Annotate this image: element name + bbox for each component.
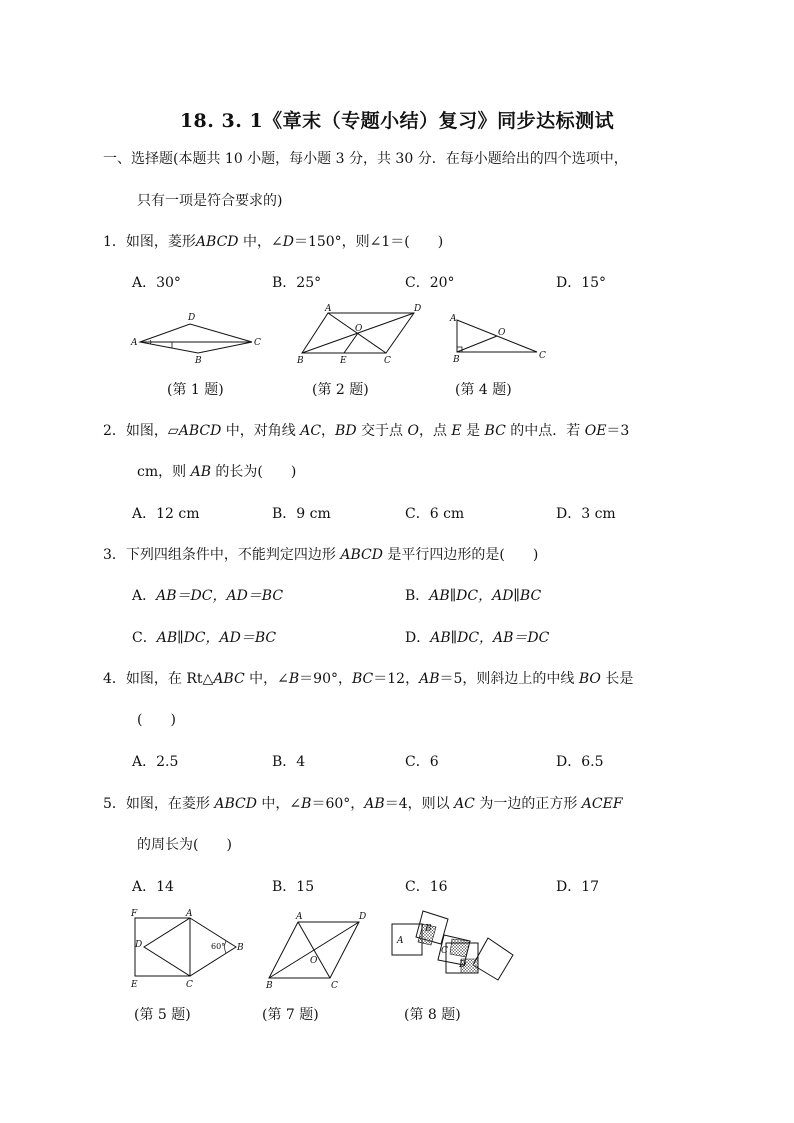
q3-text-2: 是平行四边形的是( ) (382, 547, 539, 563)
q2-text-6: 是 (461, 423, 485, 439)
q2-l2-text-1: cm，则 (137, 464, 191, 480)
question-1 (103, 233, 443, 251)
q5-number: 5． (103, 796, 126, 812)
q2-l2-var: AB (190, 464, 211, 480)
fig5-label-a: A (186, 909, 193, 919)
page-title: 18. 3. 1《章末（专题小结）复习》同步达标测试 (179, 110, 615, 132)
fig7-label-a: A (296, 912, 303, 922)
fig8-label-a: A (397, 936, 404, 946)
q5-text-3: ＝60°， (311, 796, 365, 812)
fig1-label-c: C (254, 338, 261, 348)
fig7-label-o: O (310, 956, 318, 966)
fig5-label-c: C (186, 980, 193, 990)
q3-option-c (132, 629, 276, 647)
q2-var-5: E (451, 423, 462, 439)
q3-option-c-text: AB∥DC，AD＝BC (156, 630, 277, 646)
fig5-label-e: E (131, 980, 138, 990)
q1-var-1: ABCD (195, 234, 239, 250)
q5-option-d: D．17 (556, 879, 600, 895)
fig8-label-b: B (425, 924, 432, 934)
q3-text-1: 下列四组条件中，不能判定四边形 (125, 547, 341, 563)
q3-var-1: ABCD (340, 547, 383, 563)
q4-text-3: ＝90°， (299, 671, 352, 687)
q5-text-5: 为一边的正方形 (474, 796, 582, 812)
q2-text-4: 交于点 (356, 423, 408, 439)
figure-caption-q5: (第 5 题) (134, 1007, 191, 1023)
q2-var-4: O (407, 423, 419, 439)
q4-var-2: B (288, 671, 300, 687)
q5-var-5: ACEF (581, 796, 623, 812)
q5-var-3: AB (364, 796, 385, 812)
q1-option-a: A．30° (132, 275, 181, 291)
q1-number: 1． (103, 234, 126, 250)
q2-option-d: D．3 cm (556, 506, 616, 522)
q4-var-5: BO (578, 671, 601, 687)
question-3 (103, 546, 538, 564)
q2-text-5: ，点 (418, 423, 452, 439)
q4-text-2: 中，∠ (244, 671, 289, 687)
figure-caption-q4: (第 4 题) (455, 382, 512, 398)
q4-option-d: D．6.5 (556, 754, 604, 770)
q3-option-c-letter: C． (132, 630, 157, 646)
fig2-label-b: B (297, 356, 304, 366)
section-heading-line1: 一、选择题(本题共 10 小题，每小题 3 分，共 30 分．在每小题给出的四个选项中， (103, 151, 628, 167)
question-5-line2: 的周长为( ) (137, 837, 232, 853)
q2-var-7: OE (584, 423, 607, 439)
fig5-label-d: D (135, 940, 143, 950)
fig8-label-c: C (441, 946, 448, 956)
fig5-label-b: B (237, 943, 244, 953)
fig2-label-d: D (414, 304, 422, 314)
figure-caption-q2: (第 2 题) (312, 382, 369, 398)
q4-text-1: 如图，在 Rt△ (125, 671, 214, 687)
fig1-label-a: A (131, 338, 138, 348)
q4-var-1: ABC (213, 671, 245, 687)
q1-var-2: D (282, 234, 294, 250)
fig1-label-b: B (195, 356, 202, 366)
q2-var-3: BD (335, 423, 357, 439)
q3-option-b (405, 587, 541, 605)
fig4-label-c: C (539, 351, 546, 361)
fig8-label-d: D (459, 960, 467, 970)
fig7-label-b: B (266, 981, 273, 991)
fig4-label-b: B (453, 355, 460, 365)
figure-q1-rhombus (128, 310, 263, 368)
q3-option-d (405, 629, 549, 647)
q4-option-b: B．4 (272, 754, 306, 770)
figure-q7-parallelogram (262, 910, 372, 992)
q4-option-a: A．2.5 (132, 754, 179, 770)
q3-option-a (132, 587, 283, 605)
q2-number: 2． (103, 423, 126, 439)
fig7-label-d: D (359, 912, 367, 922)
question-4 (103, 670, 633, 688)
figure-q2-parallelogram (294, 302, 424, 368)
q5-var-2: B (301, 796, 312, 812)
q3-option-b-text: AB∥DC，AD∥BC (429, 588, 542, 604)
q5-text-1: 如图，在菱形 (125, 796, 215, 812)
q2-option-b: B．9 cm (272, 506, 331, 522)
question-2-line2 (137, 463, 296, 481)
fig2-label-c: C (384, 356, 391, 366)
question-4-line2: ( ) (137, 712, 176, 728)
q5-text-4: ＝4，则以 (384, 796, 455, 812)
q5-text-2: 中，∠ (256, 796, 302, 812)
q4-text-5: ＝5，则斜边上的中线 (439, 671, 579, 687)
q1-option-d: D．15° (556, 275, 607, 291)
q2-var-2: AC (300, 423, 322, 439)
fig4-label-a: A (450, 314, 457, 324)
q2-text-7: 的中点．若 (505, 423, 585, 439)
fig2-label-e: E (340, 356, 347, 366)
q2-text-2: 中，对角线 (221, 423, 301, 439)
q2-text-3: ， (321, 423, 336, 439)
question-5 (103, 795, 623, 813)
q3-option-d-letter: D． (405, 630, 431, 646)
fig2-label-o: O (355, 324, 363, 334)
fig5-angle-label: 60° (211, 942, 226, 951)
q2-l2-text-2: 的长为( ) (210, 464, 297, 480)
q5-option-a: A．14 (132, 879, 174, 895)
q4-number: 4． (103, 671, 126, 687)
q3-option-a-letter: A． (132, 588, 157, 604)
fig5-label-f: F (131, 909, 138, 919)
q4-text-6: 长是 (600, 671, 634, 687)
q2-text-1: 如图，▱ (125, 423, 179, 439)
q4-text-4: ＝12， (373, 671, 420, 687)
figure-caption-q1: (第 1 题) (167, 382, 224, 398)
q5-option-c: C．16 (405, 879, 448, 895)
q4-var-4: AB (419, 671, 440, 687)
section-heading-line2: 只有一项是符合要求的) (137, 193, 283, 209)
q5-option-b: B．15 (272, 879, 315, 895)
q2-var-1: ABCD (178, 423, 222, 439)
q3-number: 3． (103, 547, 126, 563)
fig1-label-d: D (188, 313, 196, 323)
fig7-label-c: C (331, 981, 338, 991)
q2-text-8: ＝3 (606, 423, 630, 439)
q3-option-d-text: AB∥DC，AB＝DC (430, 630, 550, 646)
figure-caption-q7: (第 7 题) (262, 1007, 319, 1023)
q3-option-b-letter: B． (405, 588, 430, 604)
q1-text-2: 中，∠ (238, 234, 283, 250)
q1-text-1: 如图，菱形 (125, 234, 196, 250)
q1-text-3: ＝150°，则∠1＝( ) (293, 234, 444, 250)
q1-option-b: B．25° (272, 275, 322, 291)
figure-caption-q8: (第 8 题) (404, 1007, 461, 1023)
q5-var-4: AC (454, 796, 475, 812)
q1-option-c: C．20° (405, 275, 455, 291)
q4-option-c: C．6 (405, 754, 439, 770)
q2-option-a: A．12 cm (132, 506, 200, 522)
figure-q4-triangle (445, 308, 555, 366)
fig4-label-o: O (498, 328, 506, 338)
figure-q5-square-rhombus (128, 908, 248, 993)
figure-q8-squares (386, 905, 521, 990)
q4-var-3: BC (352, 671, 374, 687)
q5-var-1: ABCD (214, 796, 257, 812)
fig2-label-a: A (325, 304, 332, 314)
q2-option-c: C．6 cm (405, 506, 465, 522)
q2-var-6: BC (484, 423, 506, 439)
question-2 (103, 422, 629, 440)
q3-option-a-text: AB＝DC，AD＝BC (156, 588, 284, 604)
